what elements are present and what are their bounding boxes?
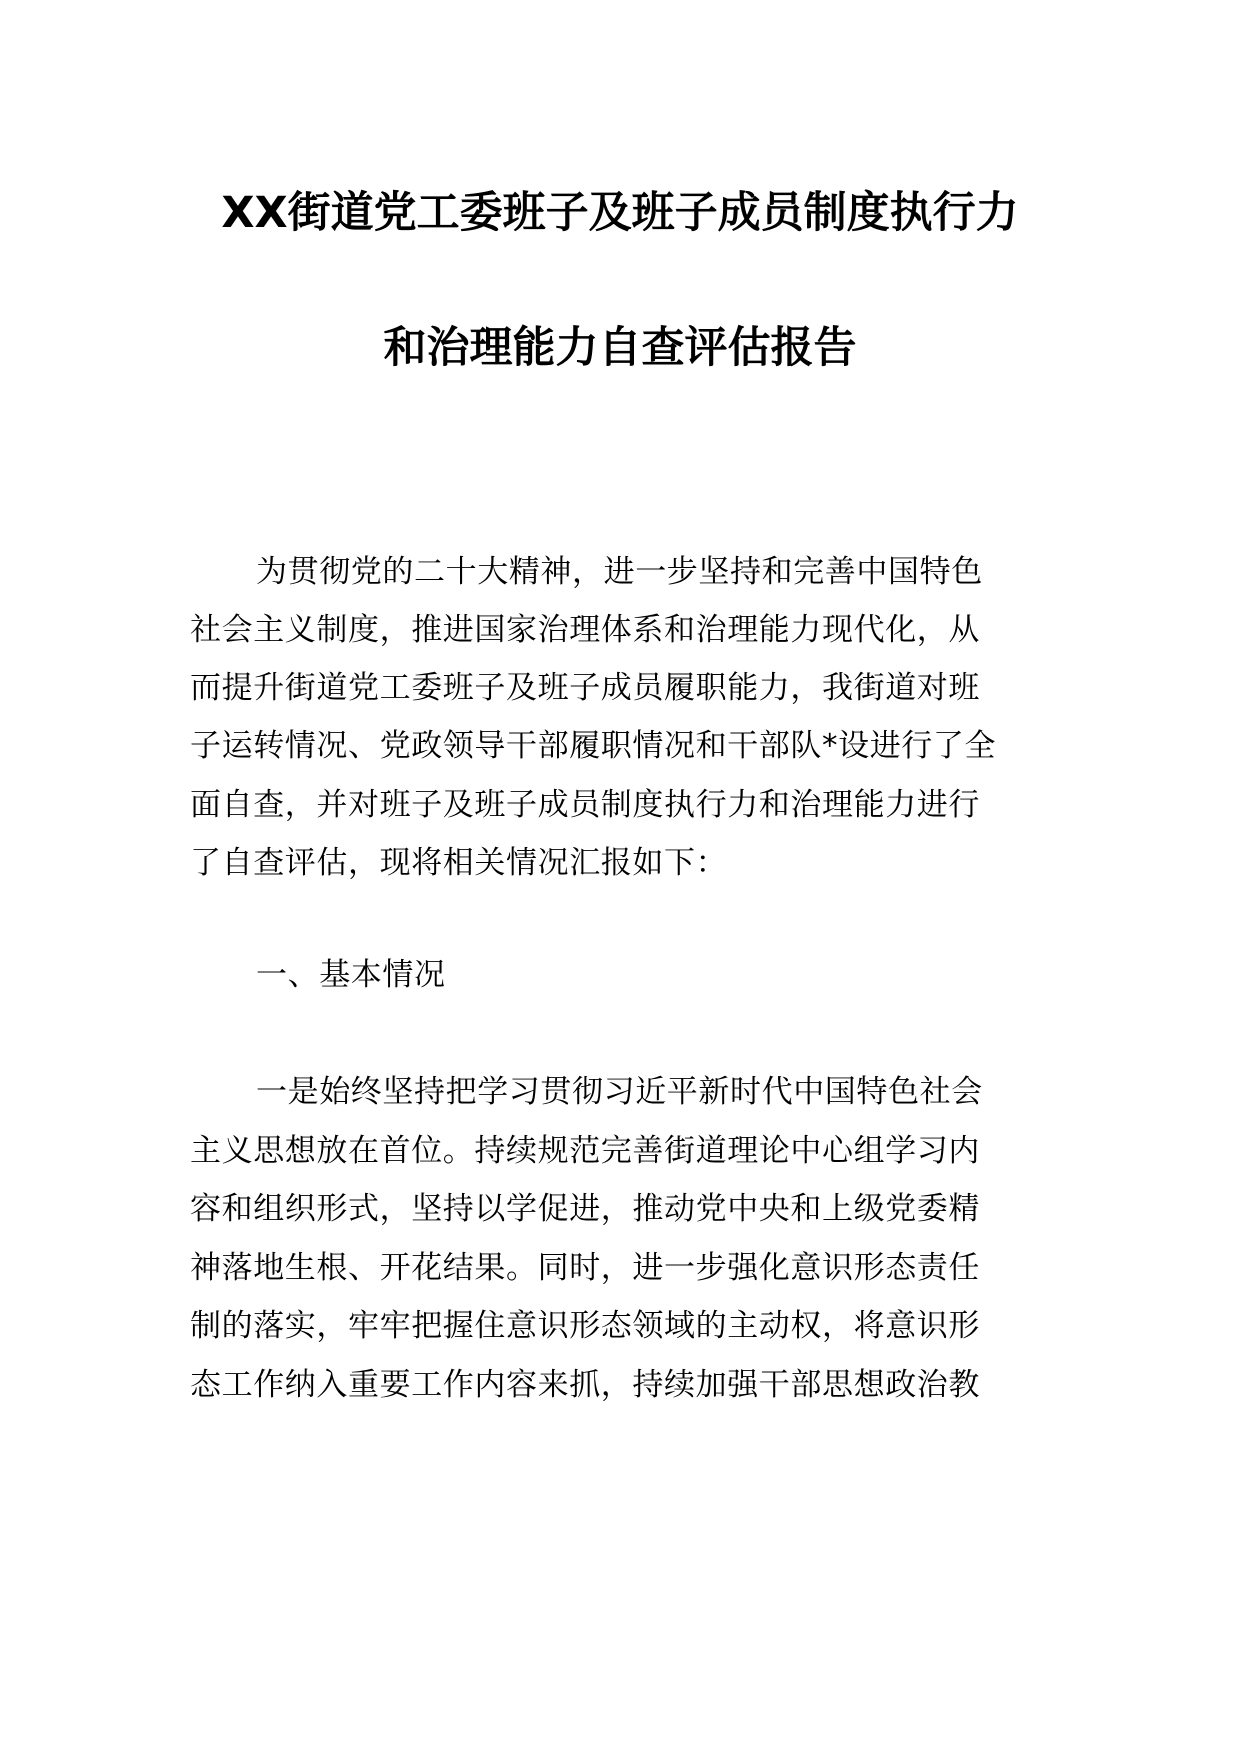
paragraph-line: 社会主义制度，推进国家治理体系和治理能力现代化，从 xyxy=(190,612,980,648)
paragraph-line: 主义思想放在首位。持续规范完善街道理论中心组学习内 xyxy=(190,1133,980,1169)
paragraph-line: 为贯彻党的二十大精神，进一步坚持和完善中国特色 xyxy=(256,554,983,590)
paragraph-line: 而提升街道党工委班子及班子成员履职能力，我街道对班 xyxy=(190,670,980,706)
paragraph-line: 了自查评估，现将相关情况汇报如下： xyxy=(190,845,728,881)
document-title-line-2: 和治理能力自查评估报告 xyxy=(383,323,857,373)
paragraph-line: 制的落实，牢牢把握住意识形态领域的主动权，将意识形 xyxy=(190,1308,980,1344)
section-heading: 一、基本情况 xyxy=(256,957,446,993)
paragraph-line: 神落地生根、开花结果。同时，进一步强化意识形态责任 xyxy=(190,1250,980,1286)
paragraph-line: 容和组织形式，坚持以学促进，推动党中央和上级党委精 xyxy=(190,1191,980,1227)
paragraph-line: 面自查，并对班子及班子成员制度执行力和治理能力进行 xyxy=(190,787,980,823)
document-title-line-1: XX街道党工委班子及班子成员制度执行力 xyxy=(221,188,1019,238)
paragraph-line: 子运转情况、党政领导干部履职情况和干部队*设进行了全 xyxy=(190,728,997,764)
paragraph-line: 态工作纳入重要工作内容来抓，持续加强干部思想政治教 xyxy=(190,1367,980,1403)
paragraph-line: 一是始终坚持把学习贯彻习近平新时代中国特色社会 xyxy=(256,1074,983,1110)
